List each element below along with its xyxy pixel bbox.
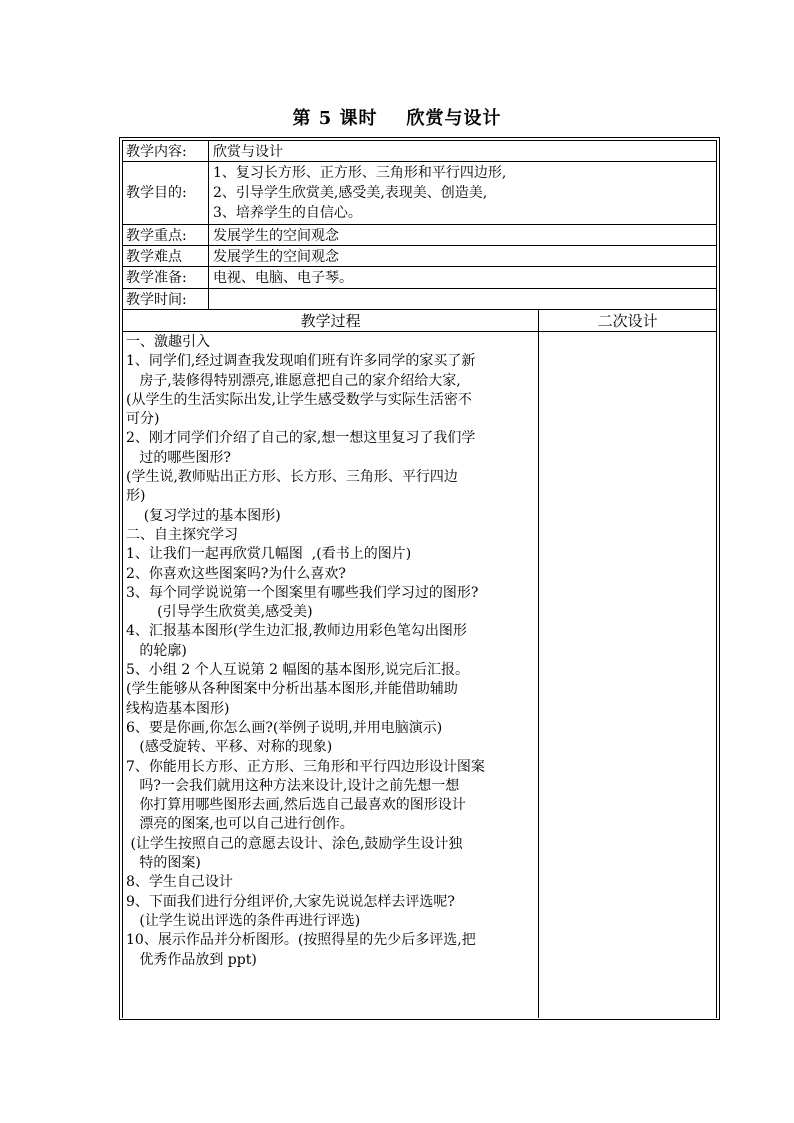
process-line: 吗?一会我们就用这种方法来设计,设计之前先想一想 <box>126 777 460 794</box>
process-line: 2、你喜欢这些图案吗?为什么喜欢? <box>126 565 346 582</box>
content-value: 欣赏与设计 <box>209 141 717 161</box>
process-line: 一、激趣引入 <box>126 334 210 350</box>
key-label: 教学重点: <box>123 225 209 245</box>
process-line: 的轮廓) <box>126 642 187 659</box>
process-line: 二、自主探究学习 <box>126 526 238 543</box>
difficulty-value: 发展学生的空间观念 <box>209 246 717 266</box>
process-line: 10、展示作品并分析图形。(按照得星的先少后多评选,把 <box>126 932 476 949</box>
process-line: (学生能够从各种图案中分析出基本图形,并能借助辅助 <box>126 681 458 698</box>
lesson-plan-table <box>122 140 717 1018</box>
content-label: 教学内容: <box>123 141 209 161</box>
process-line: 过的哪些图形? <box>126 449 231 466</box>
key-value: 发展学生的空间观念 <box>209 225 717 245</box>
goal-line-1: 1、复习长方形、正方形、三角形和平行四边形, <box>213 165 507 181</box>
process-header: 教学过程 <box>123 310 539 331</box>
time-value <box>209 289 717 309</box>
process-line: 漂亮的图案,也可以自己进行创作。 <box>126 816 354 833</box>
process-line: 特的图案) <box>126 855 201 872</box>
goal-value <box>209 162 717 224</box>
process-line: 房子,装修得特别漂亮,谁愿意把自己的家介绍给大家, <box>126 372 461 389</box>
goal-line-3: 3、培养学生的自信心。 <box>213 205 362 221</box>
goal-line-2: 2、引导学生欣赏美,感受美,表现美、创造美, <box>213 185 488 201</box>
process-line: 可分) <box>126 411 160 428</box>
process-line: 线构造基本图形) <box>126 700 230 717</box>
second-design-content <box>539 332 717 1018</box>
process-line: 1、让我们一起再欣赏几幅图 ,(看书上的图片) <box>126 546 412 563</box>
row-content <box>123 141 717 162</box>
row-headers <box>123 310 717 332</box>
row-difficulty <box>123 246 717 267</box>
process-line: (让学生按照自己的意愿去设计、涂色,鼓励学生设计独 <box>126 835 463 852</box>
process-line: 9、下面我们进行分组评价,大家先说说怎样去评选呢? <box>126 893 455 910</box>
process-line: (学生说,教师贴出正方形、长方形、三角形、平行四边 <box>126 469 458 486</box>
process-line: (复习学过的基本图形) <box>126 507 281 524</box>
prep-value: 电视、电脑、电子琴。 <box>209 267 717 288</box>
process-line: 形) <box>126 488 146 505</box>
row-goals <box>123 162 717 225</box>
process-content <box>123 332 539 1018</box>
process-line: 1、同学们,经过调查我发现咱们班有许多同学的家买了新 <box>126 353 476 370</box>
row-process-body <box>123 332 717 1018</box>
process-line: (感受旋转、平移、对称的现象) <box>126 739 333 756</box>
process-line: 7、你能用长方形、正方形、三角形和平行四边形设计图案 <box>126 758 485 775</box>
second-design-header: 二次设计 <box>539 310 717 331</box>
process-line: 2、刚才同学们介绍了自己的家,想一想这里复习了我们学 <box>126 430 476 447</box>
process-line: 5、小组 2 个人互说第 2 幅图的基本图形,说完后汇报。 <box>126 662 469 679</box>
goal-label: 教学目的: <box>123 162 209 224</box>
process-line: 优秀作品放到 ppt) <box>126 951 257 968</box>
page-title: 第 5 课时 欣赏与设计 <box>292 108 502 129</box>
row-key-point <box>123 225 717 246</box>
difficulty-label: 教学难点 <box>123 246 209 266</box>
process-line: 3、每个同学说说第一个图案里有哪些我们学习过的图形? <box>126 584 479 601</box>
process-line: (让学生说出评选的条件再进行评选) <box>126 912 361 929</box>
process-line: 4、汇报基本图形(学生边汇报,教师边用彩色笔勾出图形 <box>126 623 467 640</box>
row-time <box>123 289 717 310</box>
process-line: (从学生的生活实际出发,让学生感受数学与实际生活密不 <box>126 391 472 408</box>
process-line: (引导学生欣赏美,感受美) <box>126 604 313 621</box>
process-line: 8、学生自己设计 <box>126 874 233 891</box>
time-label: 教学时间: <box>123 289 209 309</box>
prep-label: 教学准备: <box>123 267 209 288</box>
process-line: 你打算用哪些图形去画,然后选自己最喜欢的图形设计 <box>126 797 466 814</box>
process-line: 6、要是你画,你怎么画?(举例子说明,并用电脑演示) <box>126 719 443 736</box>
row-preparation <box>123 267 717 289</box>
